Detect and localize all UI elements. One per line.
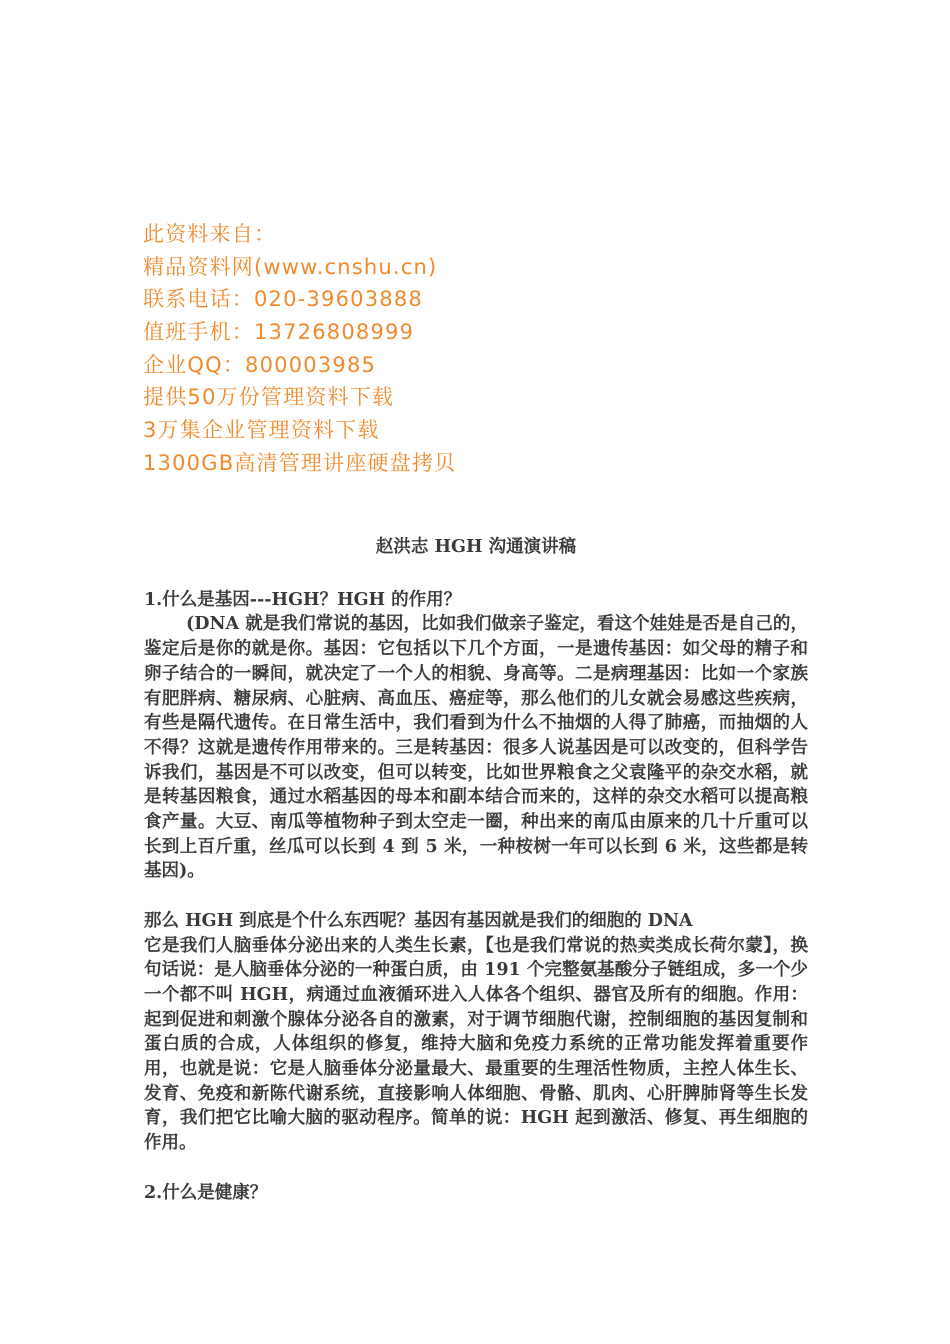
promo-offer-line-1: 提供50万份管理资料下载 <box>143 385 395 410</box>
promo-mobile-line: 值班手机：13726808999 <box>143 320 415 345</box>
section-2-heading: 2.什么是健康？ <box>144 1182 268 1203</box>
document-title: 赵洪志 HGH 沟通演讲稿 <box>375 537 577 557</box>
hgh-description-paragraph: 它是我们人脑垂体分泌出来的人类生长素，【也是我们常说的热卖类成长荷尔蒙】，换句话说：是人脑垂体分泌的一种蛋白质，由 191 个完整氨基酸分子链组成，多一个少一个都不叫 HGH，病通过血液循环进入人体各个组织、器官及所有的细胞。作用：起到促进和刺激个腺体分泌各自的激素，对于调节细胞代谢，控制细胞的基因复制和蛋白质的合成，人体组织的修复，维持大脑和免疫力系统的正常功能发挥着重要作用，也就是说：它是人脑垂体分泌量最大、最重要的生理活性物质，主控人体生长、发育、免疫和新陈代谢系统，直接影响人体细胞、骨骼、肌肉、心肝脾肺肾等生长发育，我们把它比喻大脑的驱动程序。简单的说：HGH 起到激活、修复、再生细胞的作用。 <box>144 935 808 1154</box>
section-1-paragraph: (DNA 就是我们常说的基因，比如我们做亲子鉴定，看这个娃娃是否是自己的，鉴定后是你的就是你。基因：它包括以下几个方面，一是遗传基因：如父母的精子和卵子结合的一瞬间，就决定了一个人的相貌、身高等。二是病理基因：比如一个家族有肥胖病、糖尿病、心脏病、高血压、癌症等，那么他们的儿女就会易感这些疾病，有些是隔代遗传。在日常生活中，我们看到为什么不抽烟的人得了肺癌，而抽烟的人不得？这就是遗传作用带来的。三是转基因：很多人说基因是可以改变的，但科学告诉我们，基因是不可以改变，但可以转变，比如世界粮食之父袁隆平的杂交水稻，就是转基因粮食，通过水稻基因的母本和副本结合而来的，这样的杂交水稻可以提高粮食产量。大豆、南瓜等植物种子到太空走一圈，种出来的南瓜由原来的几十斤重可以长到上百斤重，丝瓜可以长到 4 到 5 米，一种桉树一年可以长到 6 米，这些都是转基因)。 <box>144 614 808 882</box>
hgh-question-line: 那么 HGH 到底是个什么东西呢？基因有基因就是我们的细胞的 DNA <box>144 910 693 931</box>
paragraph-gap <box>144 1156 808 1181</box>
promo-source-line: 此资料来自： <box>143 222 277 246</box>
paragraph-gap <box>144 884 808 909</box>
section-1-heading: 1.什么是基因---HGH？HGH 的作用？ <box>144 589 462 610</box>
promo-qq-line: 企业QQ：800003985 <box>143 352 377 377</box>
promo-offer-line-3: 1300GB高清管理讲座硬盘拷贝 <box>143 450 457 475</box>
promo-offer-line-2: 3万集企业管理资料下载 <box>143 418 380 443</box>
document-body <box>144 535 808 1205</box>
promo-block <box>143 218 703 480</box>
promo-phone-line: 联系电话：020-39603888 <box>143 287 423 312</box>
promo-website-line: 精品资料网(www.cnshu.cn) <box>143 254 438 279</box>
